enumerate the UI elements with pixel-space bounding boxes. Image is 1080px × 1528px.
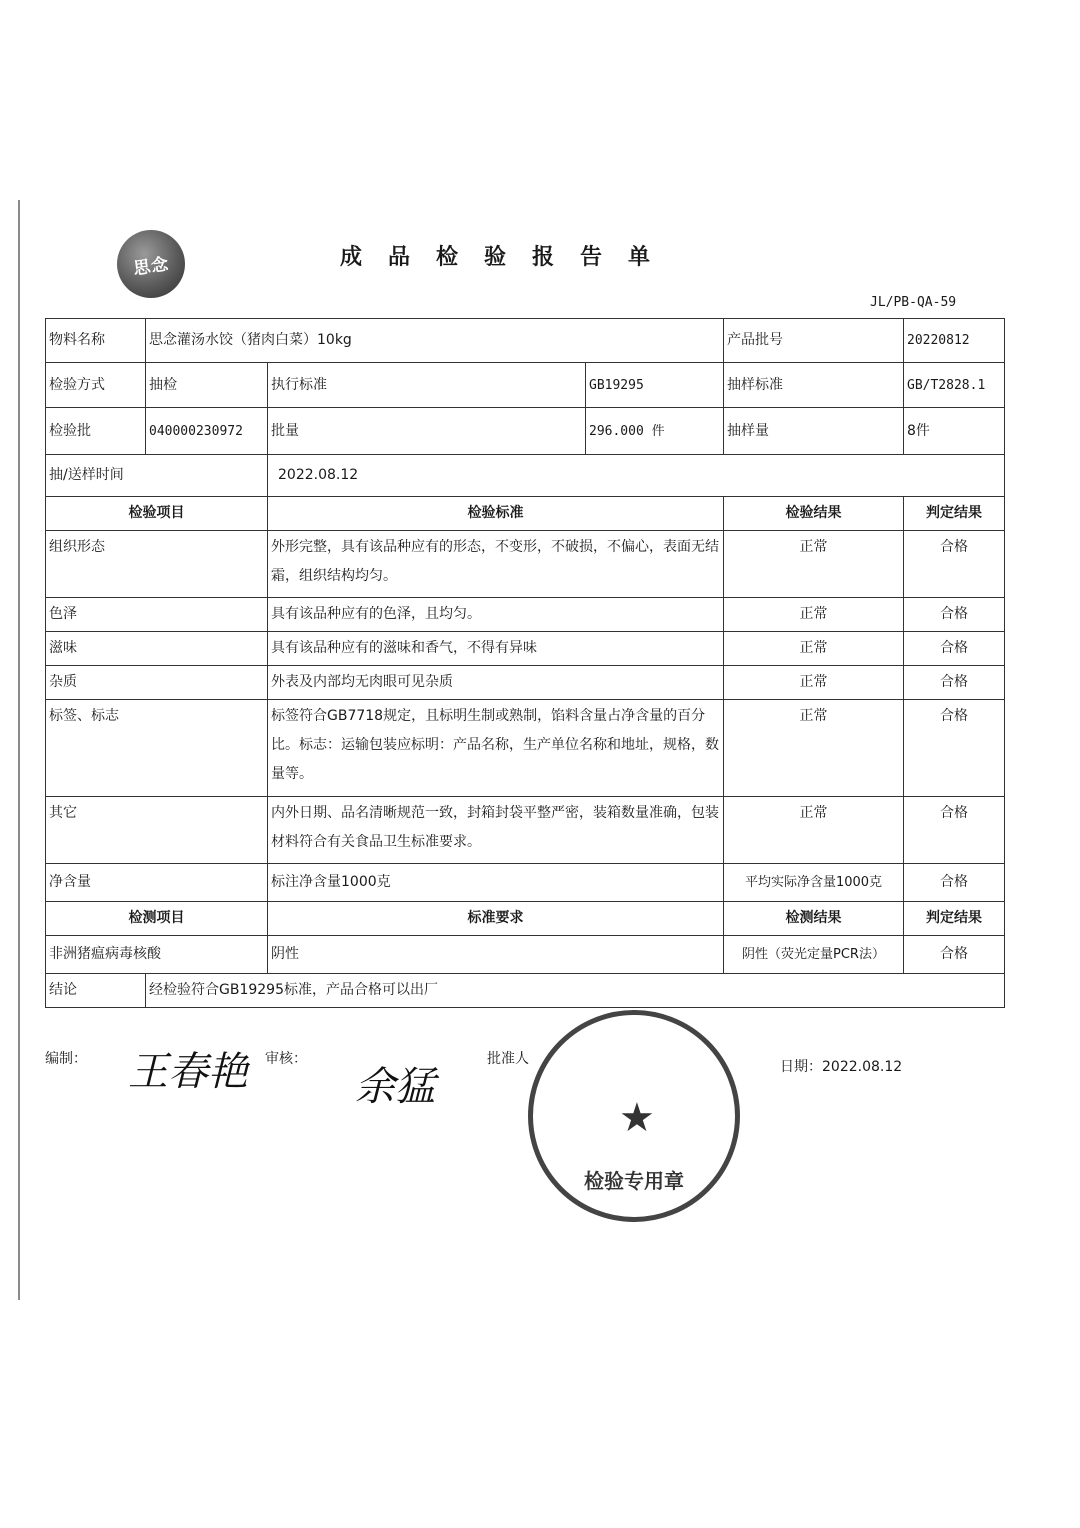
- inspection-item: 色泽: [46, 598, 268, 632]
- testing-standard: 阴性: [268, 936, 724, 974]
- prepared-signature: 王春艳: [128, 1049, 248, 1095]
- inspection-verdict: 合格: [904, 797, 1005, 864]
- inspection-standard: 外形完整，具有该品种应有的形态，不变形，不破损，不偏心，表面无结霜，组织结构均匀。: [268, 531, 724, 598]
- inspection-header-row: [46, 497, 1005, 531]
- inspection-verdict: 合格: [904, 864, 1005, 902]
- inspection-item: 杂质: [46, 666, 268, 700]
- inspection-row: [46, 632, 1005, 666]
- test-header-item: 检测项目: [46, 902, 268, 936]
- sampling-std-label: 抽样标准: [724, 363, 904, 408]
- testing-verdict: 合格: [904, 936, 1005, 974]
- method-value: 抽检: [146, 363, 268, 408]
- inspection-result: 正常: [724, 700, 904, 797]
- page-edge-line: [18, 200, 20, 1300]
- date-value: 2022.08.12: [822, 1059, 903, 1075]
- inspection-row: [46, 666, 1005, 700]
- header-standard: 检验标准: [268, 497, 724, 531]
- qty-value: 296.000 件: [586, 408, 724, 455]
- inspection-result: 正常: [724, 666, 904, 700]
- approved-label: 批准人: [487, 1051, 529, 1067]
- inspection-item: 其它: [46, 797, 268, 864]
- method-label: 检验方式: [46, 363, 146, 408]
- testing-item: 非洲猪瘟病毒核酸: [46, 936, 268, 974]
- inspection-report-table: [45, 318, 1005, 1008]
- prepared-label: 编制：: [45, 1051, 87, 1067]
- batch-label: 产品批号: [724, 319, 904, 363]
- inspection-seal-stamp: [528, 1010, 740, 1222]
- sampling-std-value: GB/T2828.1: [904, 363, 1005, 408]
- batch-value: 20220812: [904, 319, 1005, 363]
- exec-std-label: 执行标准: [268, 363, 586, 408]
- exec-std-value: GB19295: [586, 363, 724, 408]
- inspection-verdict: 合格: [904, 531, 1005, 598]
- inspection-standard: 外表及内部均无肉眼可见杂质: [268, 666, 724, 700]
- header-item: 检验项目: [46, 497, 268, 531]
- date-block: [780, 1056, 902, 1076]
- info-row-time: [46, 455, 1005, 497]
- testing-header-row: [46, 902, 1005, 936]
- info-row-lot: [46, 408, 1005, 455]
- inspection-item: 滋味: [46, 632, 268, 666]
- lot-value: 040000230972: [146, 408, 268, 455]
- inspection-verdict: 合格: [904, 666, 1005, 700]
- inspection-result: 正常: [724, 797, 904, 864]
- document-number: JL/PB-QA-59: [870, 295, 957, 310]
- inspection-verdict: 合格: [904, 598, 1005, 632]
- inspection-row: [46, 531, 1005, 598]
- material-label: 物料名称: [46, 319, 146, 363]
- inspection-item: 净含量: [46, 864, 268, 902]
- inspection-verdict: 合格: [904, 632, 1005, 666]
- conclusion-label: 结论: [46, 974, 146, 1008]
- logo-text: 思念: [132, 254, 171, 279]
- qty-label: 批量: [268, 408, 586, 455]
- material-value: 思念灌汤水饺（猪肉白菜）10kg: [146, 319, 724, 363]
- time-value: 2022.08.12: [268, 455, 1005, 497]
- inspection-item: 标签、标志: [46, 700, 268, 797]
- inspection-verdict: 合格: [904, 700, 1005, 797]
- info-row-material: [46, 319, 1005, 363]
- header-result: 检验结果: [724, 497, 904, 531]
- testing-result: 阴性（荧光定量PCR法）: [724, 936, 904, 974]
- inspection-standard: 具有该品种应有的滋味和香气，不得有异味: [268, 632, 724, 666]
- test-header-result: 检测结果: [724, 902, 904, 936]
- inspection-row: [46, 598, 1005, 632]
- brand-logo: [117, 230, 185, 298]
- inspection-row: [46, 864, 1005, 902]
- inspection-row: [46, 700, 1005, 797]
- report-title: 成品检验报告单: [340, 244, 677, 270]
- lot-label: 检验批: [46, 408, 146, 455]
- inspection-result: 正常: [724, 632, 904, 666]
- testing-row: [46, 936, 1005, 974]
- inspection-result: 平均实际净含量1000克: [724, 864, 904, 902]
- stamp-text: 检验专用章: [584, 1169, 684, 1193]
- inspection-row: [46, 797, 1005, 864]
- inspection-result: 正常: [724, 598, 904, 632]
- test-header-standard: 标准要求: [268, 902, 724, 936]
- star-icon: ★: [619, 1095, 655, 1141]
- sample-qty-label: 抽样量: [724, 408, 904, 455]
- test-header-verdict: 判定结果: [904, 902, 1005, 936]
- conclusion-row: [46, 974, 1005, 1008]
- reviewed-signature: 余猛: [355, 1064, 435, 1110]
- header-verdict: 判定结果: [904, 497, 1005, 531]
- date-label: 日期：: [780, 1059, 822, 1075]
- reviewed-label: 审核：: [265, 1051, 307, 1067]
- inspection-standard: 标签符合GB7718规定，且标明生制或熟制，馅料含量占净含量的百分比。标志：运输包装应标明：产品名称，生产单位名称和地址，规格，数量等。: [268, 700, 724, 797]
- info-row-method: [46, 363, 1005, 408]
- inspection-standard: 标注净含量1000克: [268, 864, 724, 902]
- sample-qty-value: 8件: [904, 408, 1005, 455]
- conclusion-value: 经检验符合GB19295标准，产品合格可以出厂: [146, 974, 1005, 1008]
- time-label: 抽/送样时间: [46, 455, 268, 497]
- inspection-item: 组织形态: [46, 531, 268, 598]
- inspection-result: 正常: [724, 531, 904, 598]
- inspection-standard: 内外日期、品名清晰规范一致，封箱封袋平整严密，装箱数量准确，包装材料符合有关食品卫生标准要求。: [268, 797, 724, 864]
- inspection-standard: 具有该品种应有的色泽，且均匀。: [268, 598, 724, 632]
